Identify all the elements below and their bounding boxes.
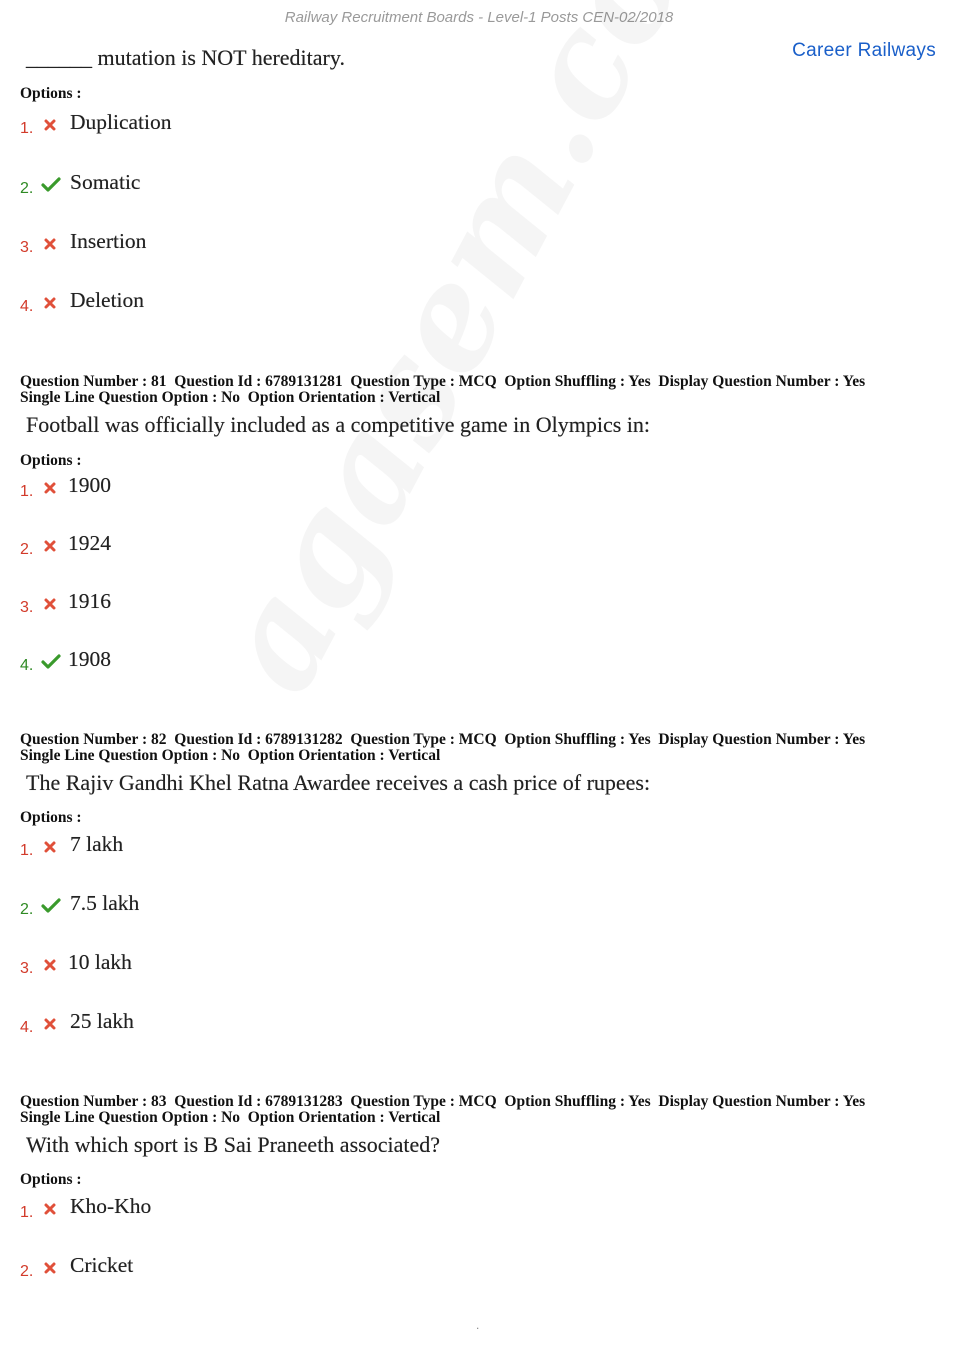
cross-icon	[40, 1200, 62, 1218]
cross-icon	[40, 479, 62, 497]
option-text: Duplication	[70, 110, 172, 134]
option-number: 3.	[20, 960, 34, 977]
meta-line-1: Question Number : 83 Question Id : 6789131283 Question Type : MCQ Option Shuffling : Yes Display Question Number : Yes	[20, 1093, 866, 1110]
options-label: Options :	[20, 809, 82, 826]
meta-line-2: Single Line Question Option : No Option Orientation : Vertical	[20, 389, 441, 406]
cross-icon	[40, 294, 62, 312]
option-row	[20, 1253, 420, 1283]
option-number: 4.	[20, 657, 34, 674]
option-number: 1.	[20, 120, 34, 137]
option-text: 25 lakh	[70, 1009, 134, 1033]
option-number: 2.	[20, 180, 34, 197]
cross-icon	[40, 116, 62, 134]
page-footer: .	[476, 1318, 480, 1332]
question-text-80: ______ mutation is NOT hereditary.	[26, 45, 345, 70]
option-text: 1924	[68, 531, 111, 555]
cross-icon	[40, 235, 62, 253]
option-row	[20, 531, 420, 561]
option-row	[20, 110, 420, 140]
options-label: Options :	[20, 85, 82, 102]
option-text: 10 lakh	[68, 950, 132, 974]
option-text: Somatic	[70, 170, 141, 194]
option-row	[20, 229, 420, 259]
check-icon	[40, 653, 62, 671]
option-number: 2.	[20, 901, 34, 918]
option-number: 3.	[20, 599, 34, 616]
option-text: Cricket	[70, 1253, 134, 1277]
cross-icon	[40, 838, 62, 856]
option-text: Kho-Kho	[70, 1194, 152, 1218]
option-row	[20, 170, 420, 200]
option-number: 2.	[20, 541, 34, 558]
option-text: 1908	[68, 647, 111, 671]
meta-line-1: Question Number : 82 Question Id : 6789131282 Question Type : MCQ Option Shuffling : Yes Display Question Number : Yes	[20, 731, 866, 748]
cross-icon	[40, 537, 62, 555]
check-icon	[40, 897, 62, 915]
question-text-83: With which sport is B Sai Praneeth associated?	[26, 1132, 440, 1157]
cross-icon	[40, 595, 62, 613]
meta-line-2: Single Line Question Option : No Option Orientation : Vertical	[20, 747, 441, 764]
cross-icon	[40, 1259, 62, 1277]
option-number: 1.	[20, 483, 34, 500]
option-number: 1.	[20, 842, 34, 859]
option-number: 2.	[20, 1263, 34, 1280]
option-text: Deletion	[70, 288, 145, 312]
question-meta-83	[20, 1094, 940, 1126]
option-text: 7 lakh	[70, 832, 124, 856]
question-meta-81	[20, 374, 940, 406]
option-row	[20, 589, 420, 619]
question-text-82: The Rajiv Gandhi Khel Ratna Awardee receives a cash price of rupees:	[26, 770, 651, 795]
option-row	[20, 832, 420, 862]
option-text: Insertion	[70, 229, 147, 253]
option-number: 4.	[20, 1019, 34, 1036]
cross-icon	[40, 1015, 62, 1033]
option-row	[20, 1009, 420, 1039]
cross-icon	[40, 956, 62, 974]
option-text: 7.5 lakh	[70, 891, 140, 915]
option-text: 1916	[68, 589, 111, 613]
option-row	[20, 891, 420, 921]
option-row	[20, 647, 420, 677]
option-row	[20, 288, 420, 318]
meta-line-2: Single Line Question Option : No Option Orientation : Vertical	[20, 1109, 441, 1126]
option-row	[20, 473, 420, 503]
option-number: 4.	[20, 298, 34, 315]
meta-line-1: Question Number : 81 Question Id : 6789131281 Question Type : MCQ Option Shuffling : Yes Display Question Number : Yes	[20, 373, 866, 390]
question-meta-82	[20, 732, 940, 764]
brand-label: Career Railways	[792, 40, 936, 61]
check-icon	[40, 176, 62, 194]
option-number: 3.	[20, 239, 34, 256]
question-text-81: Football was officially included as a competitive game in Olympics in:	[26, 412, 651, 437]
option-text: 1900	[68, 473, 111, 497]
options-label: Options :	[20, 452, 82, 469]
options-label: Options :	[20, 1171, 82, 1188]
option-row	[20, 950, 420, 980]
option-number: 1.	[20, 1204, 34, 1221]
page-header: Railway Recruitment Boards - Level-1 Posts CEN-02/2018	[284, 9, 674, 26]
option-row	[20, 1194, 420, 1224]
